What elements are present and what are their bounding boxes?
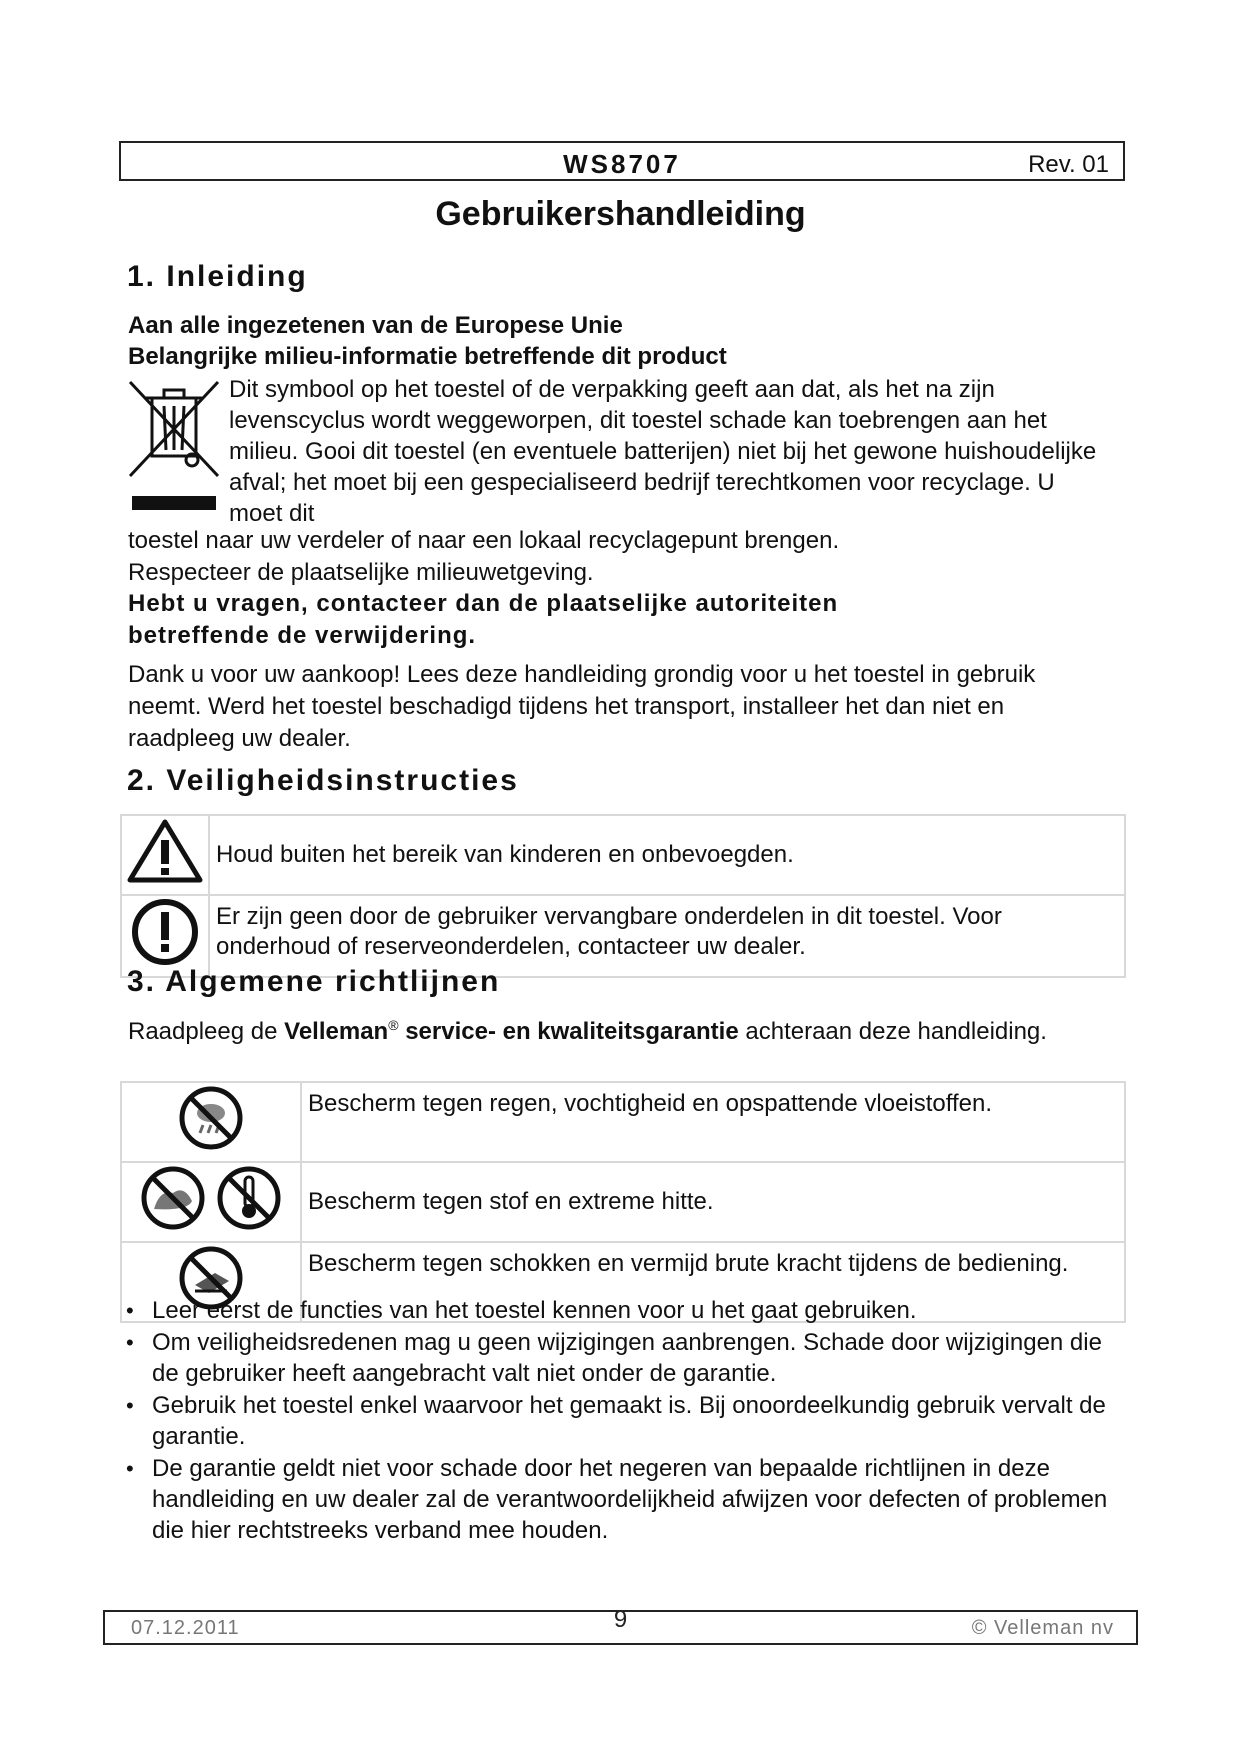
footer-copyright: © Velleman nv <box>971 1617 1114 1639</box>
brand-name: Velleman <box>284 1018 389 1045</box>
revision: Rev. 01 <box>1028 151 1109 178</box>
bullet-item: • Leer eerst de functies van het toestel kennen voor u het gaat gebruiken. <box>120 1295 1120 1326</box>
no-rain-icon <box>171 1085 251 1151</box>
guideline-text-rain: Bescherm tegen regen, vochtigheid en opspattende vloeistoffen. <box>301 1082 1125 1162</box>
environment-heading: Belangrijke milieu-informatie betreffende dit product <box>128 343 727 370</box>
guideline-bullets <box>120 1295 1120 1547</box>
safety-text-no-serviceable-parts: Er zijn geen door de gebruiker vervangbare onderdelen in dit toestel. Voor onderhoud of reserveonderdelen, contacteer uw dealer. <box>209 895 1125 977</box>
bullet-item: • De garantie geldt niet voor schade door het negeren van bepaalde richtlijnen in deze handleiding en uw dealer zal de verantwoordelijkheid afwijzen voor defecten of problemen die hier rechtstreeks verband mee houden. <box>120 1453 1120 1546</box>
safety-icon-cell <box>121 815 209 895</box>
caution-exclamation-icon <box>128 898 202 966</box>
eu-heading: Aan alle ingezetenen van de Europese Unie <box>128 312 623 339</box>
no-dust-icon <box>138 1165 208 1231</box>
guideline-icon-cell <box>121 1162 301 1242</box>
weee-text: Dit symbool op het toestel of de verpakking geeft aan dat, als het na zijn levenscyclus wordt weggeworpen, dit toestel schade kan toebrengen aan het milieu. Gooi dit toestel (en eventuele batterijen) niet bij het gewone huishoudelijke afval; het moet bij een gespecialiseerd bedrijf terechtkomen voor recyclage. U moet dit <box>229 376 1097 527</box>
weee-text-continued: toestel naar uw verdeler of naar een lokaal recyclagepunt brengen. <box>128 527 840 554</box>
section-2-heading: 2. Veiligheidsinstructies <box>127 764 519 797</box>
footer-box <box>103 1606 1138 1645</box>
guideline-icon-cell <box>121 1082 301 1162</box>
weee-legislation: Respecteer de plaatselijke milieuwetgeving. <box>128 559 594 586</box>
footer-date: 07.12.2011 <box>131 1617 240 1639</box>
questions-line-1: Hebt u vragen, contacteer dan de plaatselijke autoriteiten <box>128 590 839 617</box>
section-3-heading: 3. Algemene richtlijnen <box>127 965 501 998</box>
section-1-heading: 1. Inleiding <box>127 260 308 293</box>
warranty-intro-pre: Raadpleeg de <box>128 1018 285 1045</box>
safety-table <box>120 814 1126 978</box>
registered-mark: ® <box>388 1017 399 1033</box>
guideline-text-dust-heat: Bescherm tegen stof en extreme hitte. <box>301 1162 1125 1242</box>
no-heat-icon <box>214 1165 284 1231</box>
safety-text-children: Houd buiten het bereik van kinderen en onbevoegden. <box>209 815 1125 895</box>
guideline-text-shock: Bescherm tegen schokken en vermijd brute kracht tijdens de bediening. <box>301 1242 1125 1322</box>
thanks-paragraph: Dank u voor uw aankoop! Lees deze handleiding grondig voor u het toestel in gebruik neemt. Werd het toestel beschadigd tijdens het transport, installeer het dan niet en raadpleeg uw dealer. <box>128 661 1036 752</box>
questions-line-2: betreffende de verwijdering. <box>128 622 477 649</box>
weee-icon <box>126 378 222 518</box>
guidelines-table <box>120 1081 1126 1323</box>
warranty-bold: service- en kwaliteitsgarantie <box>398 1018 739 1045</box>
bullet-item: • Om veiligheidsredenen mag u geen wijzigingen aanbrengen. Schade door wijzigingen die de gebruiker heeft aangebracht valt niet onder de garantie. <box>120 1327 1120 1389</box>
warranty-intro <box>128 1009 1098 1048</box>
bullet-item: • Gebruik het toestel enkel waarvoor het gemaakt is. Bij onoordeelkundig gebruik vervalt de garantie. <box>120 1390 1120 1452</box>
warranty-intro-post: achteraan deze handleiding. <box>738 1018 1047 1045</box>
model-number: WS8707 <box>563 149 681 179</box>
header-box <box>119 141 1125 181</box>
page-title: Gebruikershandleiding <box>435 195 806 233</box>
warning-triangle-icon <box>126 818 204 884</box>
page-number: 9 <box>613 1606 628 1633</box>
